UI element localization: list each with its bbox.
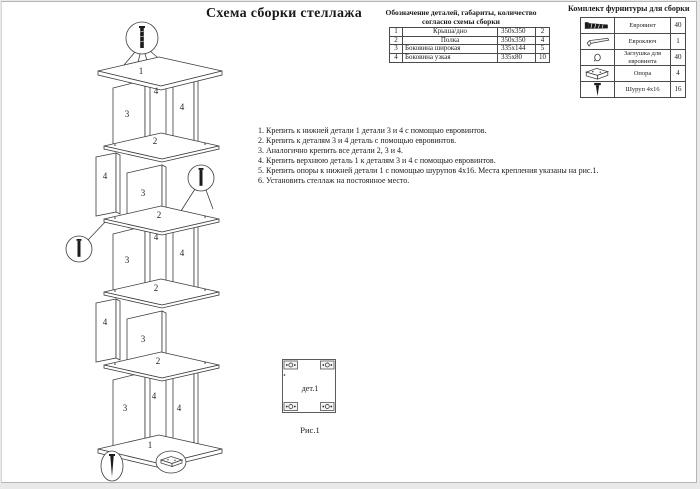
part-label-narrow: 4 bbox=[153, 86, 159, 96]
support-callout bbox=[156, 451, 186, 473]
parts-table-row bbox=[390, 28, 550, 37]
part-number: 3 bbox=[390, 45, 403, 54]
part-number: 2 bbox=[390, 36, 403, 45]
support-icon bbox=[583, 66, 612, 81]
hexkey-icon bbox=[583, 34, 612, 49]
part-size: 335x80 bbox=[498, 54, 536, 63]
assembly-instructions bbox=[258, 126, 658, 186]
part-name: Крыша/дно bbox=[403, 28, 498, 37]
detail-1-label: дет.1 bbox=[301, 384, 319, 393]
part-size: 350x350 bbox=[498, 28, 536, 37]
hardware-icon-cell bbox=[581, 50, 615, 66]
part-label-wide: 3 bbox=[140, 188, 146, 198]
part-name: Боковина широкая bbox=[403, 45, 498, 54]
hardware-qty: 40 bbox=[671, 50, 686, 66]
part-label-narrow: 4 bbox=[179, 102, 185, 112]
page-title: Схема сборки стеллажа bbox=[206, 6, 362, 21]
instruction-step: 5. Крепить опоры к нижней детали 1 с помощью шурупов 4x16. Места крепления указаны на рис.1. bbox=[258, 166, 599, 175]
hardware-name: Заглушка для евровинта bbox=[615, 50, 671, 66]
hardware-icon-cell bbox=[581, 66, 615, 82]
hardware-qty: 1 bbox=[671, 34, 686, 50]
part-label-narrow: 4 bbox=[151, 391, 157, 401]
instruction-step: 3. Аналогично крепить все детали 2, 3 и 4. bbox=[258, 146, 404, 155]
part-label-top: 1 bbox=[138, 66, 144, 76]
hardware-icon-cell bbox=[581, 34, 615, 50]
euroscrew-callout-top bbox=[126, 22, 158, 54]
part-number: 4 bbox=[390, 54, 403, 63]
part-name: Полка bbox=[403, 36, 498, 45]
top-panel bbox=[98, 57, 222, 90]
part-label-wide: 3 bbox=[122, 403, 128, 413]
part-label-shelf: 2 bbox=[156, 210, 162, 220]
parts-table-header bbox=[376, 8, 546, 27]
parts-table bbox=[389, 27, 550, 63]
hardware-icon-cell bbox=[581, 82, 615, 98]
instruction-step: 2. Крепить к деталям 3 и 4 деталь с помощью евровинтов. bbox=[258, 136, 457, 145]
hardware-table bbox=[580, 17, 686, 98]
part-label-shelf: 2 bbox=[152, 136, 158, 146]
shelf bbox=[104, 352, 219, 381]
part-label-wide: 3 bbox=[124, 109, 130, 119]
euroscrew-callout-left bbox=[66, 236, 92, 262]
parts-header-line2: согласно схемы сборки bbox=[422, 17, 500, 27]
hardware-name: Шуруп 4x16 bbox=[615, 82, 671, 98]
parts-table-row bbox=[390, 54, 550, 63]
parts-header-line1: Обозначение деталей, габариты, количество bbox=[385, 8, 537, 17]
euroscrew-icon bbox=[583, 18, 612, 33]
euroscrew-callout-right bbox=[188, 165, 214, 191]
instruction-step: 4. Крепить верхнюю деталь 1 к деталям 3 и 4 с помощью евровинтов. bbox=[258, 156, 496, 165]
part-label-narrow: 4 bbox=[176, 403, 182, 413]
woodscrew-callout bbox=[101, 451, 123, 481]
part-label-narrow: 4 bbox=[153, 232, 159, 242]
part-qty: 4 bbox=[536, 36, 550, 45]
part-label-narrow: 4 bbox=[102, 317, 108, 327]
hardware-table-row bbox=[581, 34, 686, 50]
part-qty: 2 bbox=[536, 28, 550, 37]
hardware-icon-cell bbox=[581, 18, 615, 34]
part-qty: 5 bbox=[536, 45, 550, 54]
instruction-step: 1. Крепить к нижней детали 1 детали 3 и 4 с помощью евровинтов. bbox=[258, 126, 487, 135]
shelf bbox=[104, 206, 219, 235]
part-size: 350x350 bbox=[498, 36, 536, 45]
hardware-table-title: Комплект фурнитуры для сборки bbox=[568, 4, 690, 13]
part-label-wide: 3 bbox=[124, 255, 130, 265]
part-name: Боковина узкая bbox=[403, 54, 498, 63]
hardware-table-row bbox=[581, 18, 686, 34]
assembly-diagram bbox=[55, 14, 250, 484]
part-qty: 10 bbox=[536, 54, 550, 63]
figure-caption: Рис.1 bbox=[300, 425, 320, 435]
hardware-table-row bbox=[581, 50, 686, 66]
part-label-wide: 3 bbox=[140, 334, 146, 344]
instruction-step: 6. Установить стеллаж на постоянное место. bbox=[258, 176, 410, 185]
part-number: 1 bbox=[390, 28, 403, 37]
hardware-name: Опора bbox=[615, 66, 671, 82]
part-label-narrow: 4 bbox=[102, 171, 108, 181]
part-label-shelf: 2 bbox=[153, 283, 159, 293]
part-label-narrow: 4 bbox=[179, 248, 185, 258]
hardware-table-row bbox=[581, 82, 686, 98]
hardware-table-row bbox=[581, 66, 686, 82]
detail-1-figure bbox=[281, 357, 339, 439]
hardware-qty: 16 bbox=[671, 82, 686, 98]
hardware-qty: 40 bbox=[671, 18, 686, 34]
cap-icon bbox=[583, 50, 612, 65]
hardware-name: Евроключ bbox=[615, 34, 671, 50]
part-label-shelf: 2 bbox=[155, 356, 161, 366]
woodscrew-icon bbox=[583, 82, 612, 97]
part-size: 335x144 bbox=[498, 45, 536, 54]
hardware-name: Евровинт bbox=[615, 18, 671, 34]
part-label-bottom: 1 bbox=[147, 440, 153, 450]
hardware-qty: 4 bbox=[671, 66, 686, 82]
